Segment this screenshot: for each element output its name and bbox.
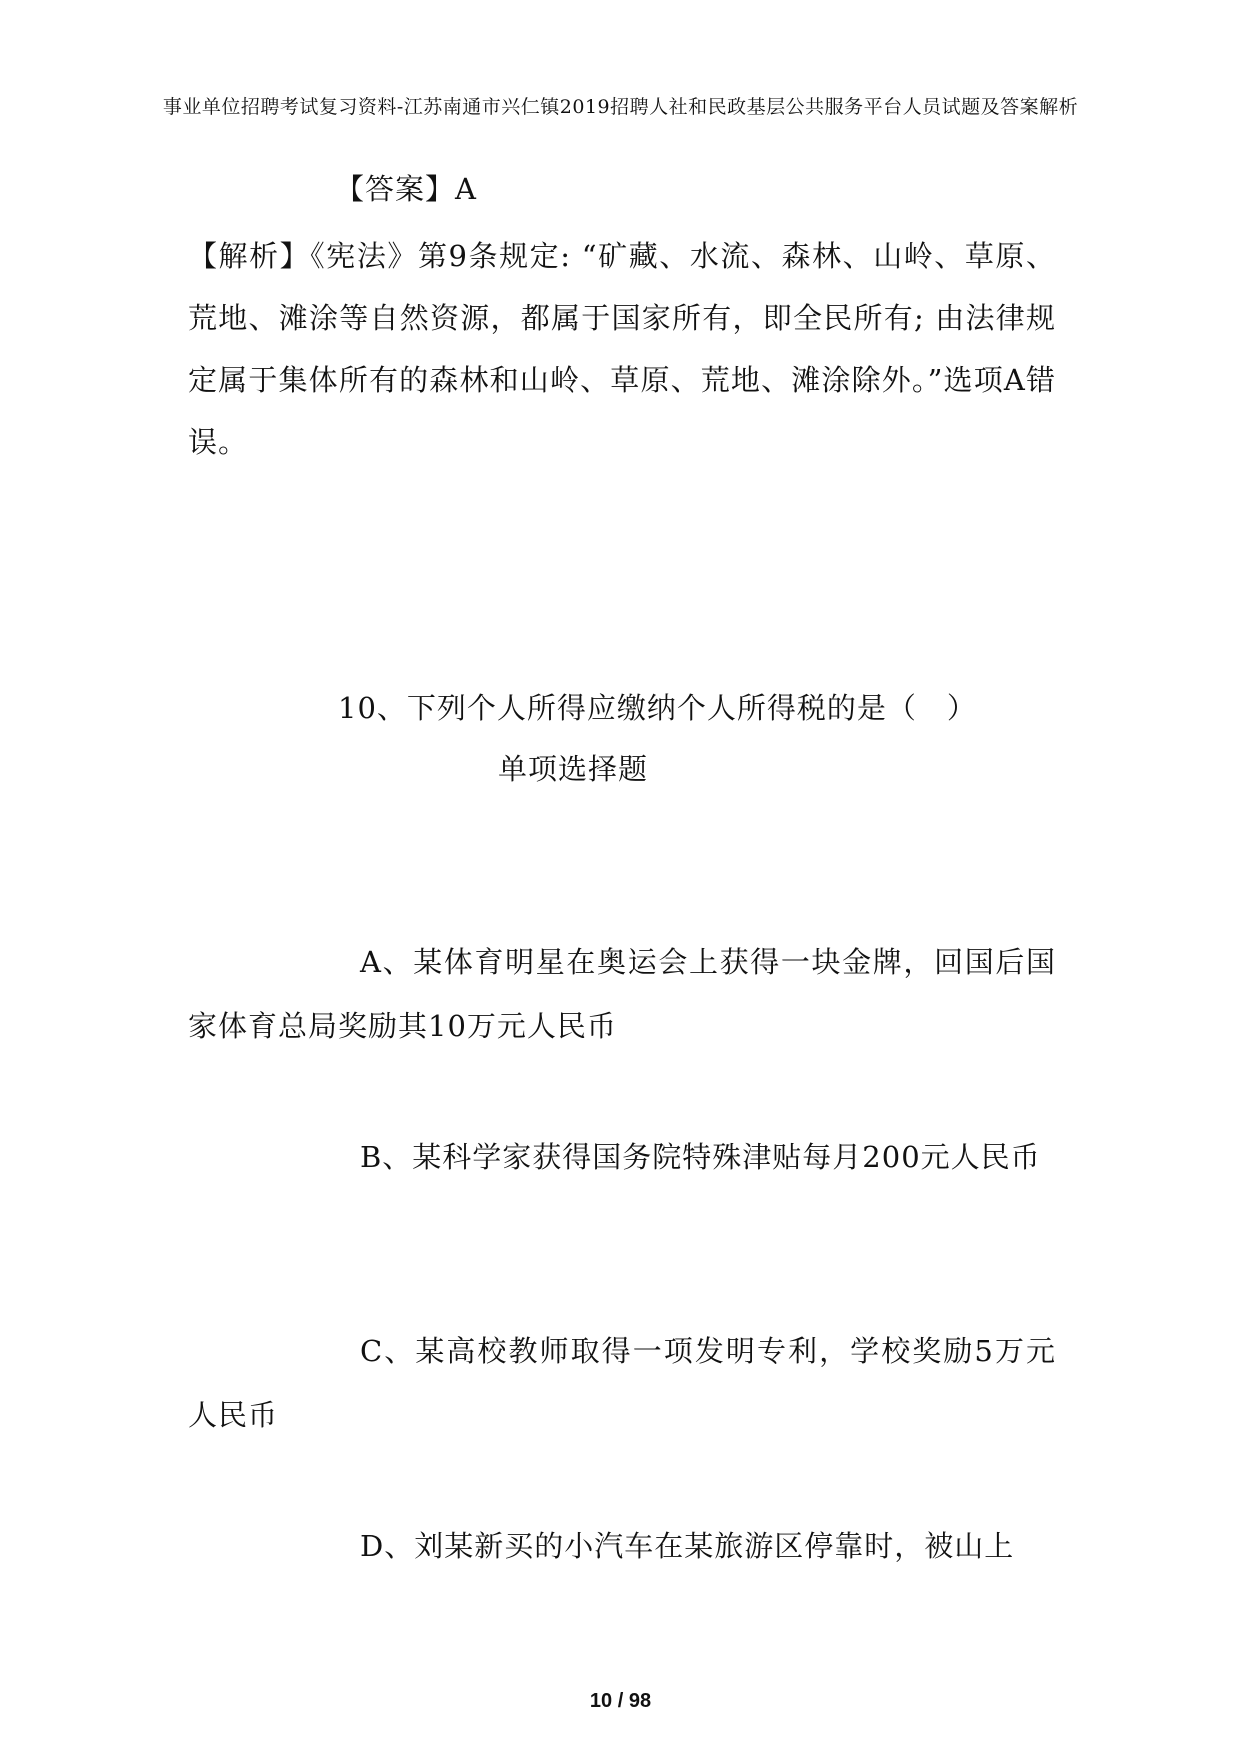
analysis-paragraph	[188, 225, 1056, 473]
answer-label: 【答案】	[335, 172, 456, 206]
question-stem: 10、下列个人所得应缴纳个人所得税的是（ ）	[338, 691, 977, 725]
answer-value: A	[455, 172, 477, 206]
option-c: C、某高校教师取得一项发明专利，学校奖励5万元人民币	[188, 1334, 1056, 1432]
page-header-title: 事业单位招聘考试复习资料-江苏南通市兴仁镇2019招聘人社和民政基层公共服务平台人员试题及答案解析	[162, 96, 1079, 118]
answer-line	[335, 158, 477, 220]
option-a: A、某体育明星在奥运会上获得一块金牌，回国后国家体育总局奖励其10万元人民币	[188, 945, 1056, 1043]
analysis-label: 【解析】	[188, 239, 311, 273]
option-b: B、某科学家获得国务院特殊津贴每月200元人民币	[360, 1140, 1041, 1174]
analysis-text: 《宪法》第9条规定: “矿藏、水流、森林、山岭、草原、荒地、滩涂等自然资源，都属于国家所有，即全民所有; 由法律规定属于集体所有的森林和山岭、草原、荒地、滩涂除外。”选项A错误。	[188, 239, 1056, 459]
page-number: 10 / 98	[589, 1690, 652, 1712]
question-type: 单项选择题	[498, 752, 649, 786]
option-d: D、刘某新买的小汽车在某旅游区停靠时，被山上	[360, 1529, 1015, 1563]
